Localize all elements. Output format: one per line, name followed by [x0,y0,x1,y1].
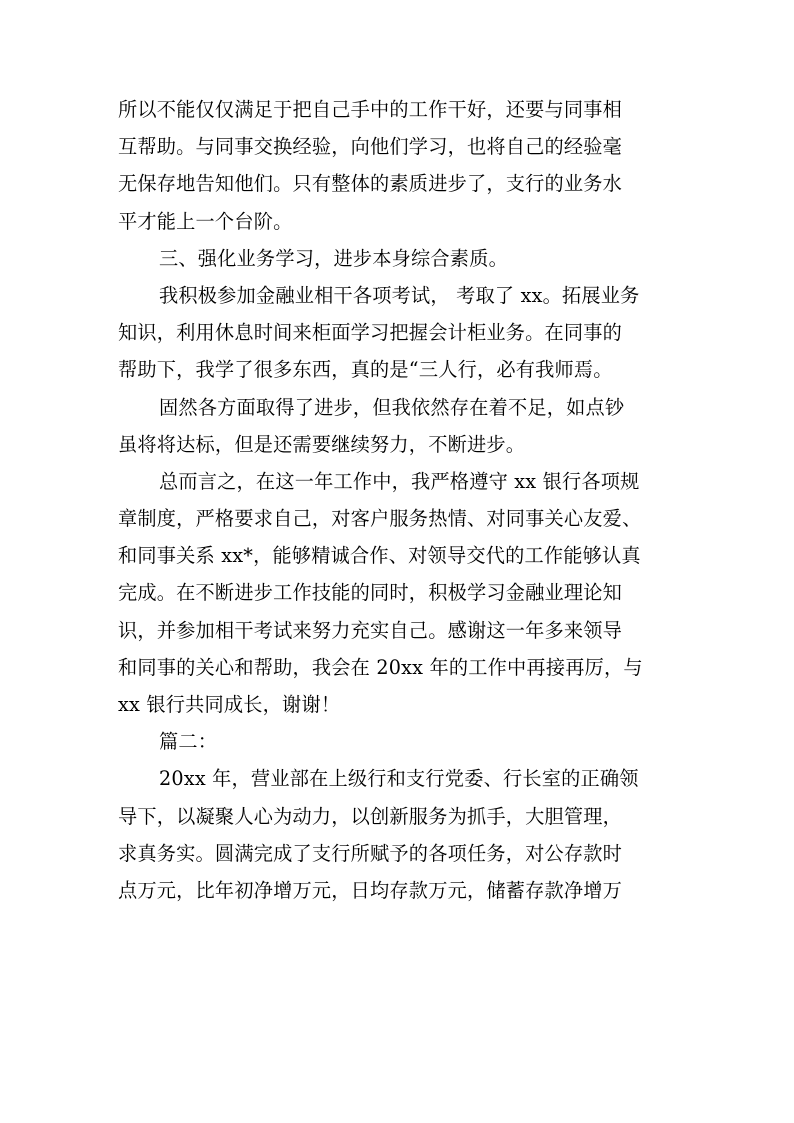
text-line: 20xx 年，营业部在上级行和支行党委、行长室的正确领 [159,767,639,791]
text-line: 总而言之，在这一年工作中，我严格遵守 xx 银行各项规 [159,469,640,493]
paragraph-business-department [118,760,678,909]
section-heading-study [118,240,678,277]
text-line: xx 银行共同成长，谢谢！ [118,693,341,716]
text-line: 章制度，严格要求自己，对客户服务热情、对同事关心友爱、 [118,507,642,531]
text-line: 和同事的关心和帮助，我会在 20xx 年的工作中再接再厉，与 [118,655,643,679]
text-line: 知识，利用休息时间来柜面学习把握会计柜业务。在同事的 [118,321,623,345]
text-line: 互帮助。与同事交换经验，向他们学习，也将自己的经验毫 [118,135,623,159]
document-body [118,91,678,909]
paragraph-shortcomings [118,389,678,463]
paragraph-exams [118,277,678,389]
text-line: 识，并参加相干考试来努力充实自己。感谢这一年多来领导 [118,618,623,642]
text-line: 篇二： [159,730,218,754]
text-line: 和同事关系 xx*，能够精诚合作、对领导交代的工作能够认真 [118,544,641,568]
text-line: 我积极参加金融业相干各项考试， 考取了 xx。拓展业务 [159,283,640,307]
paragraph-help-colleagues [118,91,678,240]
text-line: 平才能上一个台阶。 [118,209,293,233]
text-line: 固然各方面取得了进步，但我依然存在着不足，如点钞 [159,395,625,419]
text-line: 虽将将达标，但是还需要继续努力，不断进步。 [118,432,526,456]
text-line: 无保存地告知他们。只有整体的素质进步了，支行的业务水 [118,172,623,196]
text-line: 导下，以凝聚人心为动力，以创新服务为抓手，大胆管理， [118,804,623,828]
text-line: 三、强化业务学习，进步本身综合素质。 [159,246,508,270]
text-line: 完成。在不断进步工作技能的同时，积极学习金融业理论知 [118,581,623,605]
text-line: 帮助下，我学了很多东西，真的是“三人行，必有我师焉。 [118,358,613,382]
text-line: 所以不能仅仅满足于把自己手中的工作干好，还要与同事相 [118,98,623,121]
text-line: 求真务实。圆满完成了支行所赋予的各项任务，对公存款时 [118,841,623,865]
section-heading-part-two [118,723,678,760]
text-line: 点万元，比年初净增万元，日均存款万元，储蓄存款净增万 [118,878,623,902]
paragraph-summary [118,463,678,723]
